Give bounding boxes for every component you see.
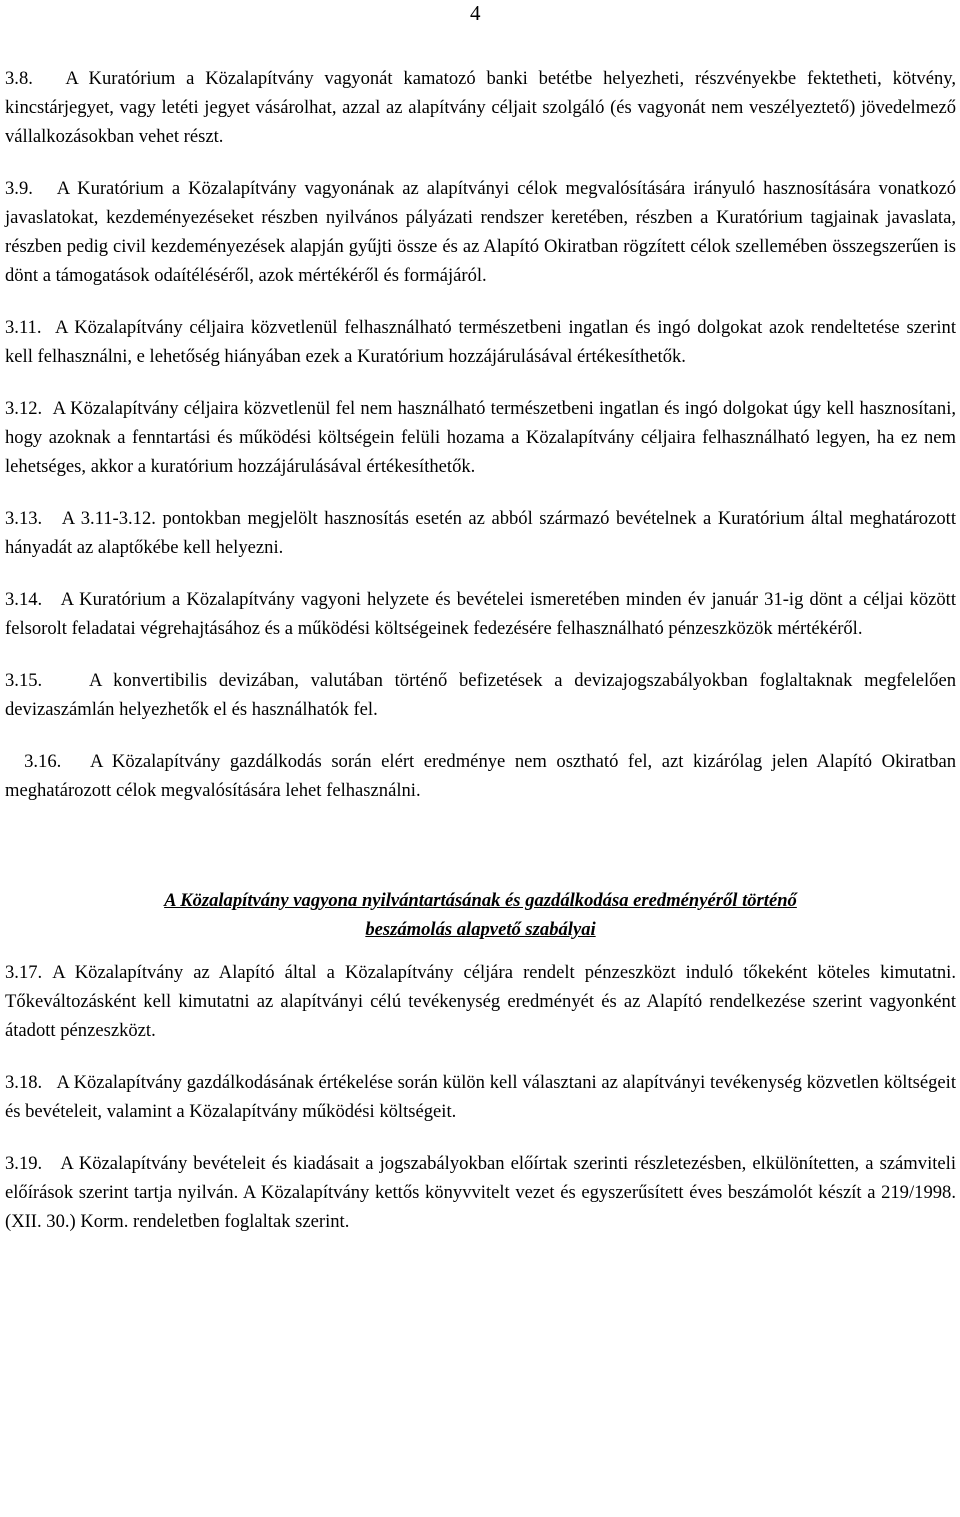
section-spacer	[5, 828, 956, 886]
section-heading	[5, 886, 956, 944]
paragraph-3-8	[5, 64, 956, 151]
paragraph-text: A konvertibilis devizában, valutában történő befizetések a devizajogszabályokban foglaltaknak megfelelően devizaszámlán helyezhetők el és használhatók fel.	[5, 670, 956, 720]
paragraph-3-18	[5, 1068, 956, 1126]
paragraph-number: 3.9.	[5, 178, 33, 199]
paragraph-3-12	[5, 394, 956, 481]
paragraph-3-15	[5, 666, 956, 724]
paragraph-number: 3.13.	[5, 508, 43, 529]
paragraph-3-17	[5, 958, 956, 1045]
paragraph-number: 3.19.	[5, 1153, 43, 1174]
paragraph-text: A Közalapítvány gazdálkodásának értékelése során külön kell választani az alapítványi tevékenység közvetlen költségeit és bevételeit, valamint a Közalapítvány működési költségeit.	[5, 1072, 956, 1122]
paragraph-text: A Kuratórium a Közalapítvány vagyoni helyzete és bevételei ismeretében minden év január 31-ig dönt a céljai között felsorolt feladatai végrehajtásához és a működési költségeinek fedezésére felhasználható pénzeszközök mértékéről.	[5, 589, 956, 639]
section-heading-line-2: beszámolás alapvető szabályai	[365, 919, 596, 940]
paragraph-number: 3.11.	[5, 317, 42, 338]
paragraph-text: A 3.11-3.12. pontokban megjelölt hasznosítás esetén az abból származó bevételnek a Kuratórium által meghatározott hányadát az alaptőkébe kell helyezni.	[5, 508, 956, 558]
paragraph-number: 3.14.	[5, 589, 43, 610]
paragraph-text: A Közalapítvány gazdálkodás során elért eredménye nem osztható fel, azt kizárólag jelen Alapító Okiratban meghatározott célok megvalósítására lehet felhasználni.	[5, 751, 956, 801]
paragraph-text: A Közalapítvány bevételeit és kiadásait a jogszabályokban előírtak szerinti részletezésben, elkülönítetten, a számviteli előírások szerint tartja nyilván. A Közalapítvány kettős könyvvitelt vezet és egyszerűsített éves beszámolót készít a 219/1998. (XII. 30.) Korm. rendeletben foglaltak szerint.	[5, 1153, 956, 1232]
paragraph-number: 3.16.	[24, 751, 62, 772]
paragraph-text: A Kuratórium a Közalapítvány vagyonának az alapítványi célok megvalósítására irányuló hasznosítására vonatkozó javaslatokat, kezdeményezéseket részben nyilvános pályázati rendszer keretében, részben a Kuratórium tagjainak javaslata, részben pedig civil kezdeményezések alapján gyűjti össze és az Alapító Okiratban rögzített célok szellemében összegszerűen is dönt a támogatások odaítéléséről, azok mértékéről és formájáról.	[5, 178, 956, 286]
paragraph-3-11	[5, 313, 956, 371]
paragraph-3-9	[5, 174, 956, 290]
document-body	[5, 64, 956, 1259]
paragraph-number: 3.18.	[5, 1072, 43, 1093]
paragraph-text: A Közalapítvány az Alapító által a Közalapítvány céljára rendelt pénzeszközt induló tőkeként köteles kimutatni. Tőkeváltozásként kell kimutatni az alapítványi célú tevékenység eredményét és az Alapító rendelkezése szerint vagyonként átadott pénzeszközt.	[5, 962, 956, 1041]
paragraph-3-19	[5, 1149, 956, 1236]
paragraph-text: A Közalapítvány céljaira közvetlenül fel nem használható természetbeni ingatlan és ingó dolgokat úgy kell hasznosítani, hogy azoknak a fenntartási és működési költségein felüli hozama a Közalapítvány céljaira felhasználható legyen, ha ez nem lehetséges, akkor a kuratórium hozzájárulásával értékesíthetők.	[5, 398, 957, 477]
paragraph-text: A Kuratórium a Közalapítvány vagyonát kamatozó banki betétbe helyezheti, részvényekbe fektetheti, kötvény, kincstárjegyet, vagy letéti jegyet vásárolhat, azzal az alapítvány céljait szolgáló (és vagyonát nem veszélyeztető) jövedelmező vállalkozásokban vehet részt.	[5, 68, 956, 147]
paragraph-number: 3.8.	[5, 68, 33, 89]
paragraph-text: A Közalapítvány céljaira közvetlenül felhasználható természetbeni ingatlan és ingó dolgokat azok rendeltetése szerint kell felhasználni, e lehetőség hiányában ezek a Kuratórium hozzájárulásával értékesíthetők.	[5, 317, 957, 367]
paragraph-number: 3.17.	[5, 962, 43, 983]
paragraph-3-14	[5, 585, 956, 643]
page-number: 4	[470, 1, 481, 25]
paragraph-number: 3.15.	[5, 670, 43, 691]
paragraph-3-16	[5, 747, 956, 805]
paragraph-3-13	[5, 504, 956, 562]
paragraph-number: 3.12.	[5, 398, 43, 419]
section-heading-line-1: A Közalapítvány vagyona nyilvántartásának és gazdálkodása eredményéről történő	[164, 890, 797, 911]
